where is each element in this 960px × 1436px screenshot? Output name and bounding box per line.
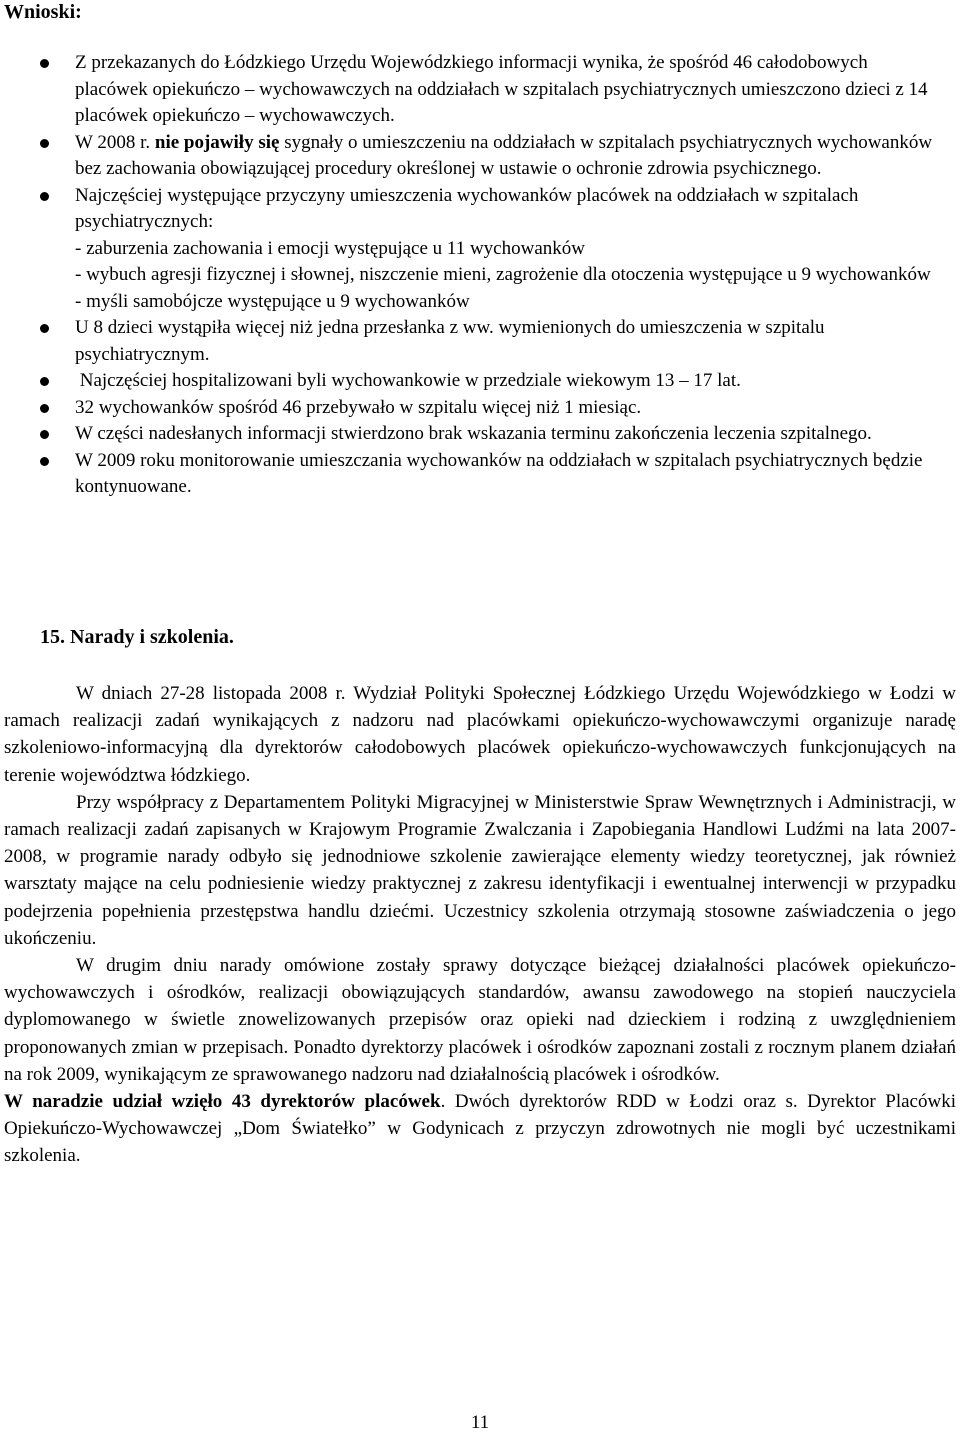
list-item	[0, 421, 945, 448]
list-item	[0, 315, 945, 368]
bullet-dot-icon	[40, 404, 49, 413]
bullet-dot-icon	[40, 139, 49, 148]
list-item	[0, 183, 945, 316]
page-number: 11	[470, 1412, 490, 1433]
bold-phrase: W naradzie udział wzięło 43 dyrektorów placówek	[4, 1091, 441, 1113]
list-item	[0, 448, 945, 501]
bullet-dot-icon	[40, 430, 49, 439]
paragraph: W dniach 27-28 listopada 2008 r. Wydział Polityki Społecznej Łódzkiego Urzędu Wojewódzkiego w Łodzi w ramach realizacji zadań wynikających z nadzoru nad placówkami opiekuńczo-wychowawczymi organizuje naradę szkoleniowo-informacyjną dla dyrektorów całodobowych placówek opiekuńczo-wychowawczych funkcjonujących na terenie województwa łódzkiego.	[4, 683, 956, 786]
list-item	[0, 395, 945, 422]
list-item	[0, 368, 945, 395]
list-item-text: W 2008 r. nie pojawiły się sygnały o umieszczeniu na oddziałach w szpitalach psychiatrycznych wychowanków bez zachowania obowiązującej procedury określonej w ustawie o ochronie zdrowia psychicznego.	[75, 131, 933, 179]
bullet-dot-icon	[40, 324, 49, 333]
list-item	[0, 50, 945, 130]
section-title: 15. Narady i szkolenia.	[40, 626, 234, 648]
bullet-dot-icon	[40, 377, 49, 386]
list-item-text: W części nadesłanych informacji stwierdzono brak wskazania terminu zakończenia leczenia szpitalnego.	[75, 423, 872, 444]
bullet-dot-icon	[40, 59, 49, 68]
conclusions-heading: Wnioski:	[4, 1, 82, 23]
list-item	[0, 130, 945, 183]
sub-item: - myśli samobójcze występujące u 9 wychowanków	[75, 290, 470, 312]
sub-item: - zaburzenia zachowania i emocji występujące u 11 wychowanków	[75, 237, 585, 259]
list-item-text: U 8 dzieci wystąpiła więcej niż jedna przesłanka z ww. wymienionych do umieszczenia w szpitalu psychiatrycznym.	[75, 317, 825, 365]
paragraph: Przy współpracy z Departamentem Polityki Migracyjnej w Ministerstwie Spraw Wewnętrznych i Administracji, w ramach realizacji zadań zapisanych w Krajowym Programie Zwalczania i Zapobiegania Handlowi Ludźmi na lata 2007-2008, w programie narady odbyło się jednodniowe szkolenie zawierające elementy wiedzy teoretycznej, jak również warsztaty mające na celu podniesienie wiedzy praktycznej z zakresu identyfikacji i ewentualnej interwencji w przypadku podejrzenia popełnienia przestępstwa handlu dziećmi. Uczestnicy szkolenia otrzymają stosowne zaświadczenia o jego ukończeniu.	[4, 791, 956, 949]
paragraph: W naradzie udział wzięło 43 dyrektorów placówek. Dwóch dyrektorów RDD w Łodzi oraz s. Dyrektor Placówki Opiekuńczo-Wychowawczej „Dom Światełko” w Godynicach z przyczyn zdrowotnych nie mogli być uczestnikami szkolenia.	[4, 1091, 956, 1167]
list-item-text: W 2009 roku monitorowanie umieszczania wychowanków na oddziałach w szpitalach psychiatrycznych będzie kontynuowane.	[75, 449, 923, 497]
conclusions-list	[0, 50, 960, 501]
sub-item: - wybuch agresji fizycznej i słownej, niszczenie mieni, zagrożenie dla otoczenia występujące u 9 wychowanków	[75, 264, 931, 285]
list-item-text: Najczęściej hospitalizowani byli wychowankowie w przedziale wiekowym 13 – 17 lat.	[75, 370, 741, 391]
bold-phrase: nie pojawiły się	[154, 131, 280, 153]
list-item-text: Najczęściej występujące przyczyny umieszczenia wychowanków placówek na oddziałach w szpitalach psychiatrycznych:	[75, 184, 859, 232]
bullet-dot-icon	[40, 457, 49, 466]
list-item-text: Z przekazanych do Łódzkiego Urzędu Wojewódzkiego informacji wynika, że spośród 46 całodobowych placówek opiekuńczo – wychowawczych na oddziałach w szpitalach psychiatrycznych umieszczono dzieci z 14 placówek opiekuńczo – wychowawczych.	[75, 52, 928, 126]
bullet-dot-icon	[40, 192, 49, 201]
list-item-text: 32 wychowanków spośród 46 przebywało w szpitalu więcej niż 1 miesiąc.	[75, 396, 642, 418]
paragraph: W drugim dniu narady omówione zostały sprawy dotyczące bieżącej działalności placówek opiekuńczo-wychowawczych i ośrodków, realizacji obowiązujących standardów, awansu zawodowego na stopień nauczyciela dyplomowanego w świetle znowelizowanych przepisów oraz opieki nad dzieckiem i rodziną z uwzględnieniem proponowanych zmian w przepisach. Ponadto dyrektorzy placówek i ośrodków zapoznani zostali z rocznym planem działań na rok 2009, wynikającym ze sprawowanego nadzoru nad działalnością placówek i ośrodków.	[4, 955, 956, 1085]
section-body	[4, 680, 956, 1170]
